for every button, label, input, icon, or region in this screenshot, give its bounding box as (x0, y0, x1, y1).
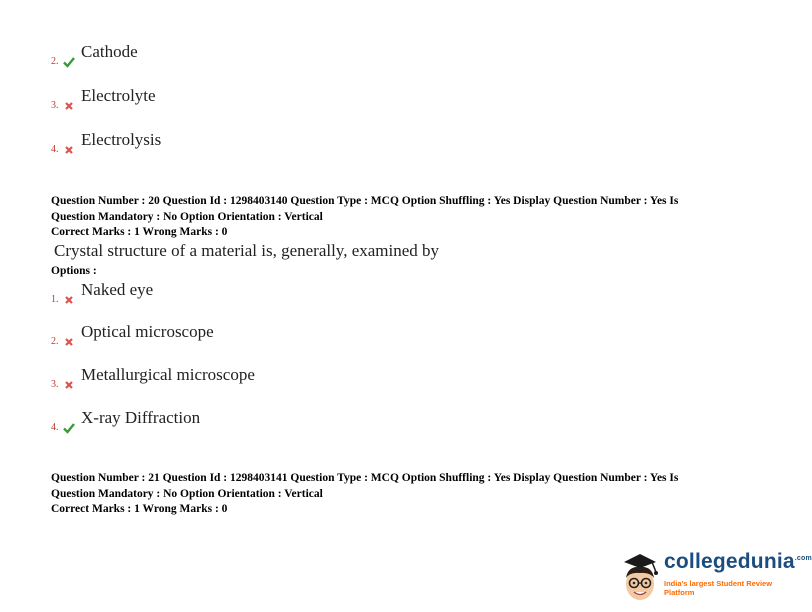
question-meta (51, 471, 751, 518)
question-stem: Crystal structure of a material is, generally, examined by (54, 241, 440, 260)
option-item (51, 408, 201, 434)
meta-line: Question Number : 21 Question Id : 1298403141 Question Type : MCQ Option Shuffling : Yes Display Question Number : Yes Is (51, 472, 679, 484)
check-icon (63, 56, 75, 68)
option-text: Electrolysis (81, 130, 162, 149)
option-text: Naked eye (81, 280, 154, 299)
option-number: 3. (51, 379, 59, 390)
meta-line: Question Mandatory : No Option Orientation : Vertical (51, 487, 323, 500)
option-item (51, 365, 255, 391)
cross-icon (63, 336, 75, 348)
brand-tagline: India's largest Student Review Platform (664, 579, 773, 597)
option-item (51, 322, 214, 348)
option-number: 2. (51, 56, 59, 67)
marks-line: Correct Marks : 1 Wrong Marks : 0 (51, 226, 228, 238)
check-icon (63, 422, 75, 434)
option-text: X-ray Diffraction (81, 408, 201, 427)
brand-wordmark: collegedunia$^{.com}$ (664, 550, 812, 573)
mascot-face-icon (618, 548, 662, 608)
option-text: Electrolyte (81, 86, 156, 105)
option-item (51, 42, 138, 68)
option-item (51, 130, 162, 156)
option-number: 4. (51, 144, 59, 155)
cross-icon (63, 379, 75, 391)
option-text: Metallurgical microscope (81, 365, 255, 384)
options-label: Options : (51, 265, 97, 277)
cross-icon (63, 294, 75, 306)
option-number: 2. (51, 336, 59, 347)
meta-line: Question Mandatory : No Option Orientation : Vertical (51, 210, 323, 223)
cross-icon (63, 144, 75, 156)
option-item (51, 86, 156, 112)
meta-line: Question Number : 20 Question Id : 1298403140 Question Type : MCQ Option Shuffling : Yes Display Question Number : Yes Is (51, 195, 679, 207)
option-number: 1. (51, 294, 59, 305)
option-number: 3. (51, 100, 59, 111)
option-text: Cathode (81, 42, 138, 61)
question-meta (51, 194, 751, 241)
option-number: 4. (51, 422, 59, 433)
marks-line: Correct Marks : 1 Wrong Marks : 0 (51, 503, 228, 515)
option-text: Optical microscope (81, 322, 214, 341)
cross-icon (63, 100, 75, 112)
collegedunia-logo (618, 548, 812, 608)
option-item (51, 280, 154, 306)
